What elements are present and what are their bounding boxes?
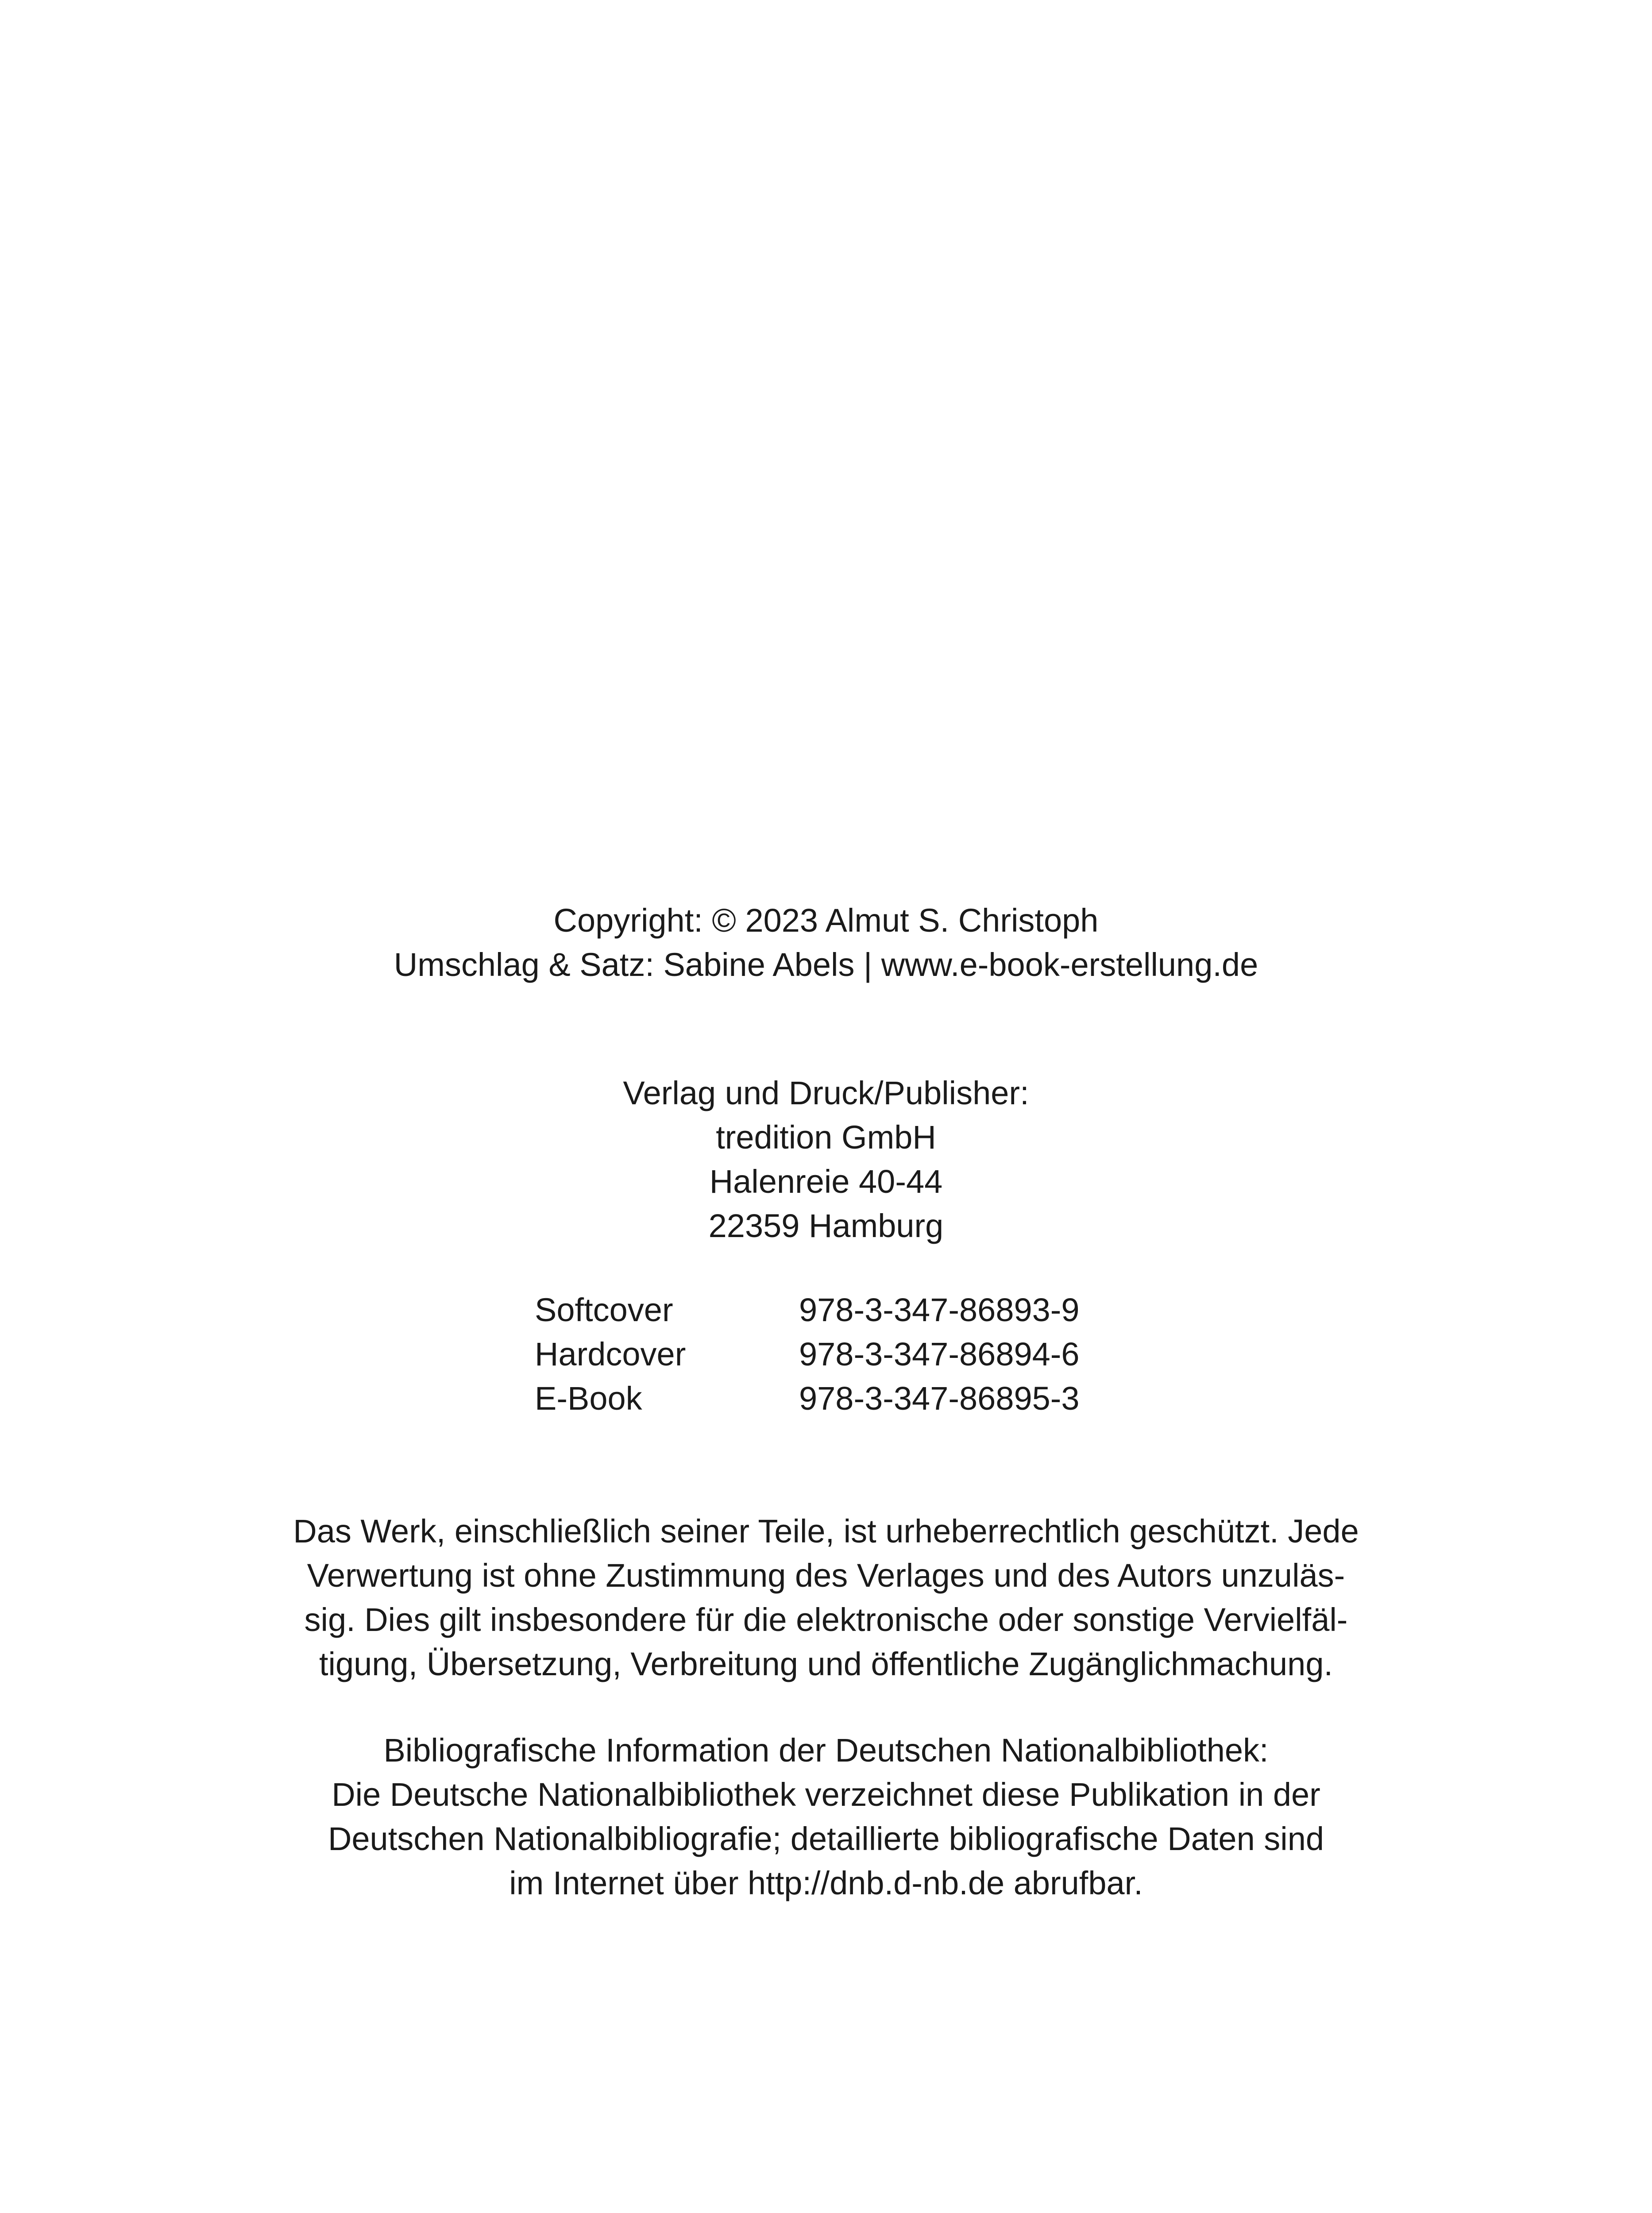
- bibliographic-notice-line: im Internet über http://dnb.d-nb.de abrufbar.: [509, 1865, 1143, 1901]
- isbn-number: 978-3-347-86894-6: [799, 1336, 1080, 1373]
- publisher-city: 22359 Hamburg: [708, 1207, 944, 1244]
- isbn-row-hardcover: [535, 1332, 1154, 1376]
- publisher-name: tredition GmbH: [716, 1119, 936, 1156]
- rights-notice-line: Verwertung ist ohne Zustimmung des Verlages und des Autors unzuläs-: [307, 1557, 1345, 1594]
- isbn-number: 978-3-347-86893-9: [799, 1292, 1080, 1328]
- copyright-line: Copyright: © 2023 Almut S. Christoph: [553, 902, 1099, 939]
- isbn-format: E-Book: [535, 1380, 642, 1417]
- isbn-format: Softcover: [535, 1292, 673, 1328]
- bibliographic-notice-line: Deutschen Nationalbibliografie; detaillierte bibliografische Daten sind: [328, 1820, 1324, 1857]
- isbn-row-softcover: [535, 1288, 1154, 1332]
- publisher-heading: Verlag und Druck/Publisher:: [623, 1075, 1029, 1111]
- bibliographic-notice-line: Bibliografische Information der Deutschen Nationalbibliothek:: [383, 1732, 1269, 1769]
- rights-notice-line: sig. Dies gilt insbesondere für die elektronische oder sonstige Vervielfäl-: [304, 1601, 1348, 1638]
- isbn-row-ebook: [535, 1376, 1154, 1421]
- rights-notice-line: Das Werk, einschließlich seiner Teile, ist urheberrechtlich geschützt. Jede: [293, 1513, 1359, 1550]
- isbn-format: Hardcover: [535, 1336, 686, 1373]
- rights-notice-line: tigung, Übersetzung, Verbreitung und öffentliche Zugänglichmachung.: [319, 1646, 1333, 1682]
- isbn-number: 978-3-347-86895-3: [799, 1380, 1080, 1417]
- cover-typesetting-line: Umschlag & Satz: Sabine Abels | www.e-book-erstellung.de: [394, 946, 1258, 983]
- bibliographic-notice-line: Die Deutsche Nationalbibliothek verzeichnet diese Publikation in der: [332, 1776, 1320, 1813]
- publisher-street: Halenreie 40-44: [709, 1163, 943, 1200]
